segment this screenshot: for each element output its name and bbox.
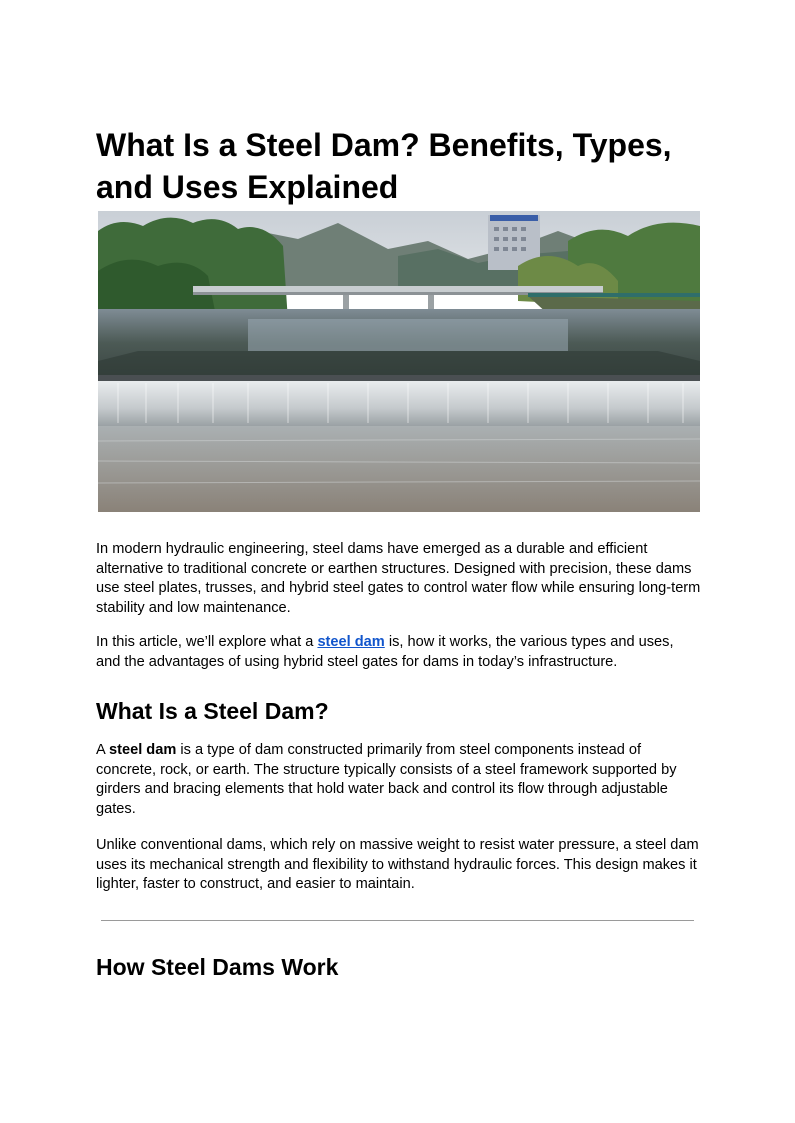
steel-dam-link[interactable]: steel dam xyxy=(317,634,385,650)
overview-text-before-link: In this article, we’ll explore what a xyxy=(96,634,318,650)
hero-image-steel-dam-river xyxy=(98,211,700,512)
overview-text-after-link: is, how it works, the various types and uses, and the advantages of using hybrid steel gates for dams in today’s infrastructure. xyxy=(96,634,674,670)
section-heading-what-is-steel-dam: What Is a Steel Dam? xyxy=(96,698,329,724)
comparison-paragraph: Unlike conventional dams, which rely on massive weight to resist water pressure, a steel dam uses its mechanical strength and flexibility to withstand hydraulic forces. This design makes it lighter, faster to construct, and easier to maintain. xyxy=(96,837,699,892)
definition-text: is a type of dam constructed primarily from steel components instead of concrete, rock, or earth. The structure typically consists of a steel framework supported by girders and bracing elements that hold water back and control its flow through adjustable gates. xyxy=(96,742,677,817)
intro-paragraph: In modern hydraulic engineering, steel dams have emerged as a durable and efficient alternative to traditional concrete or earthen structures. Designed with precision, these dams use steel plates, trusses, and hybrid steel gates to control water flow while ensuring long-term stability and low maintenance. xyxy=(96,541,701,616)
definition-paragraph xyxy=(96,741,701,819)
section-heading-how-steel-dams-work: How Steel Dams Work xyxy=(96,954,339,980)
section-divider xyxy=(101,920,694,921)
definition-lead: A xyxy=(96,742,109,758)
article-title: What Is a Steel Dam? Benefits, Types, and Uses Explained xyxy=(96,127,672,205)
overview-paragraph xyxy=(96,633,701,672)
definition-term: steel dam xyxy=(108,742,177,758)
